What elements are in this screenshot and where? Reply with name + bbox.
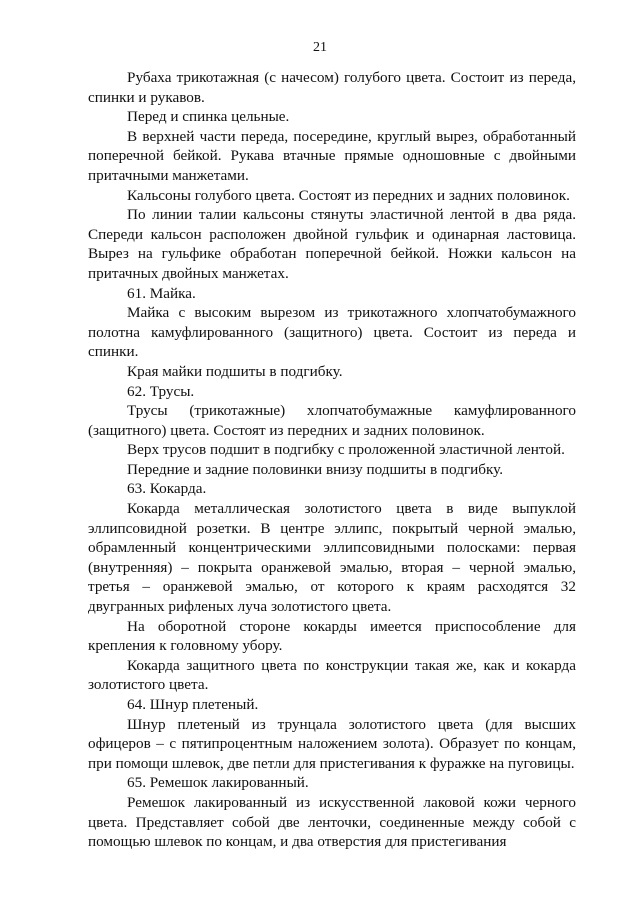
paragraph-underpants-waist: По линии талии кальсоны стянуты эластичной лентой в два ряда. Спереди кальсон расположен двойной гульфик и одинарная ластовица. Вырез на гульфике обработан поперечной бейкой. Ножки кальсон на притачных двойных манжетах.	[88, 206, 576, 282]
paragraph-braided-cord: Шнур плетеный из трунцала золотистого цвета (для высших офицеров – с пятипроцентным наложением золота). Образует по концам, при помощи шлевок, две петли для пристегивания к фуражке на пуговицы.	[88, 715, 576, 772]
paragraph-shirt-front: Перед и спинка цельные.	[127, 108, 290, 126]
document-body	[88, 68, 576, 852]
section-heading-65: 65. Ремешок лакированный.	[127, 774, 309, 792]
paragraph-cockade: Кокарда металлическая золотистого цвета в виде выпуклой эллипсовидной розетки. В центре эллипс, покрытый черной эмалью, обрамленный концентрическими эллипсовидными полосками: первая (внутренняя) – покрыта оранжевой эмалью, вторая – черной эмалью, третья – оранжевой эмалью, от которого к краям расходятся 32 двугранных рифленых луча золотистого цвета.	[88, 500, 576, 616]
page-number: 21	[313, 40, 327, 55]
paragraph-cockade-protective: Кокарда защитного цвета по конструкции такая же, как и кокарда золотистого цвета.	[88, 656, 576, 694]
paragraph-briefs: Трусы (трикотажные) хлопчатобумажные камуфлированного (защитного) цвета. Состоят из передних и задних половинок.	[88, 402, 576, 439]
paragraph-shirt-neckline: В верхней части переда, посередине, круглый вырез, обработанный поперечной бейкой. Рукава втачные прямые одношовные с двойными притачными манжетами.	[88, 127, 576, 184]
paragraph-briefs-halves: Передние и задние половинки внизу подшиты в подгибку.	[127, 460, 504, 478]
section-heading-63: 63. Кокарда.	[127, 480, 207, 498]
section-heading-64: 64. Шнур плетеный.	[127, 696, 259, 713]
paragraph-tank-top: Майка с высоким вырезом из трикотажного хлопчатобумажного полотна камуфлированного (защитного) цвета. Состоит из переда и спинки.	[88, 304, 576, 361]
section-heading-62: 62. Трусы.	[127, 382, 195, 400]
paragraph-tank-top-edges: Края майки подшиты в подгибку.	[127, 362, 343, 380]
paragraph-lacquered-strap: Ремешок лакированный из искусственной лаковой кожи черного цвета. Представляет собой две ленточки, соединенные между собой с помощью шлевок по концам, и два отверстия для пристегивания	[88, 793, 576, 851]
paragraph-shirt: Рубаха трикотажная (с начесом) голубого цвета. Состоит из переда, спинки и рукавов.	[88, 69, 576, 106]
paragraph-cockade-back: На оборотной стороне кокарды имеется приспособление для крепления к головному убору.	[88, 617, 576, 655]
paragraph-briefs-top: Верх трусов подшит в подгибку с проложенной эластичной лентой.	[127, 441, 565, 459]
section-heading-61: 61. Майка.	[127, 284, 196, 302]
paragraph-underpants: Кальсоны голубого цвета. Состоят из передних и задних половинок.	[127, 186, 570, 204]
